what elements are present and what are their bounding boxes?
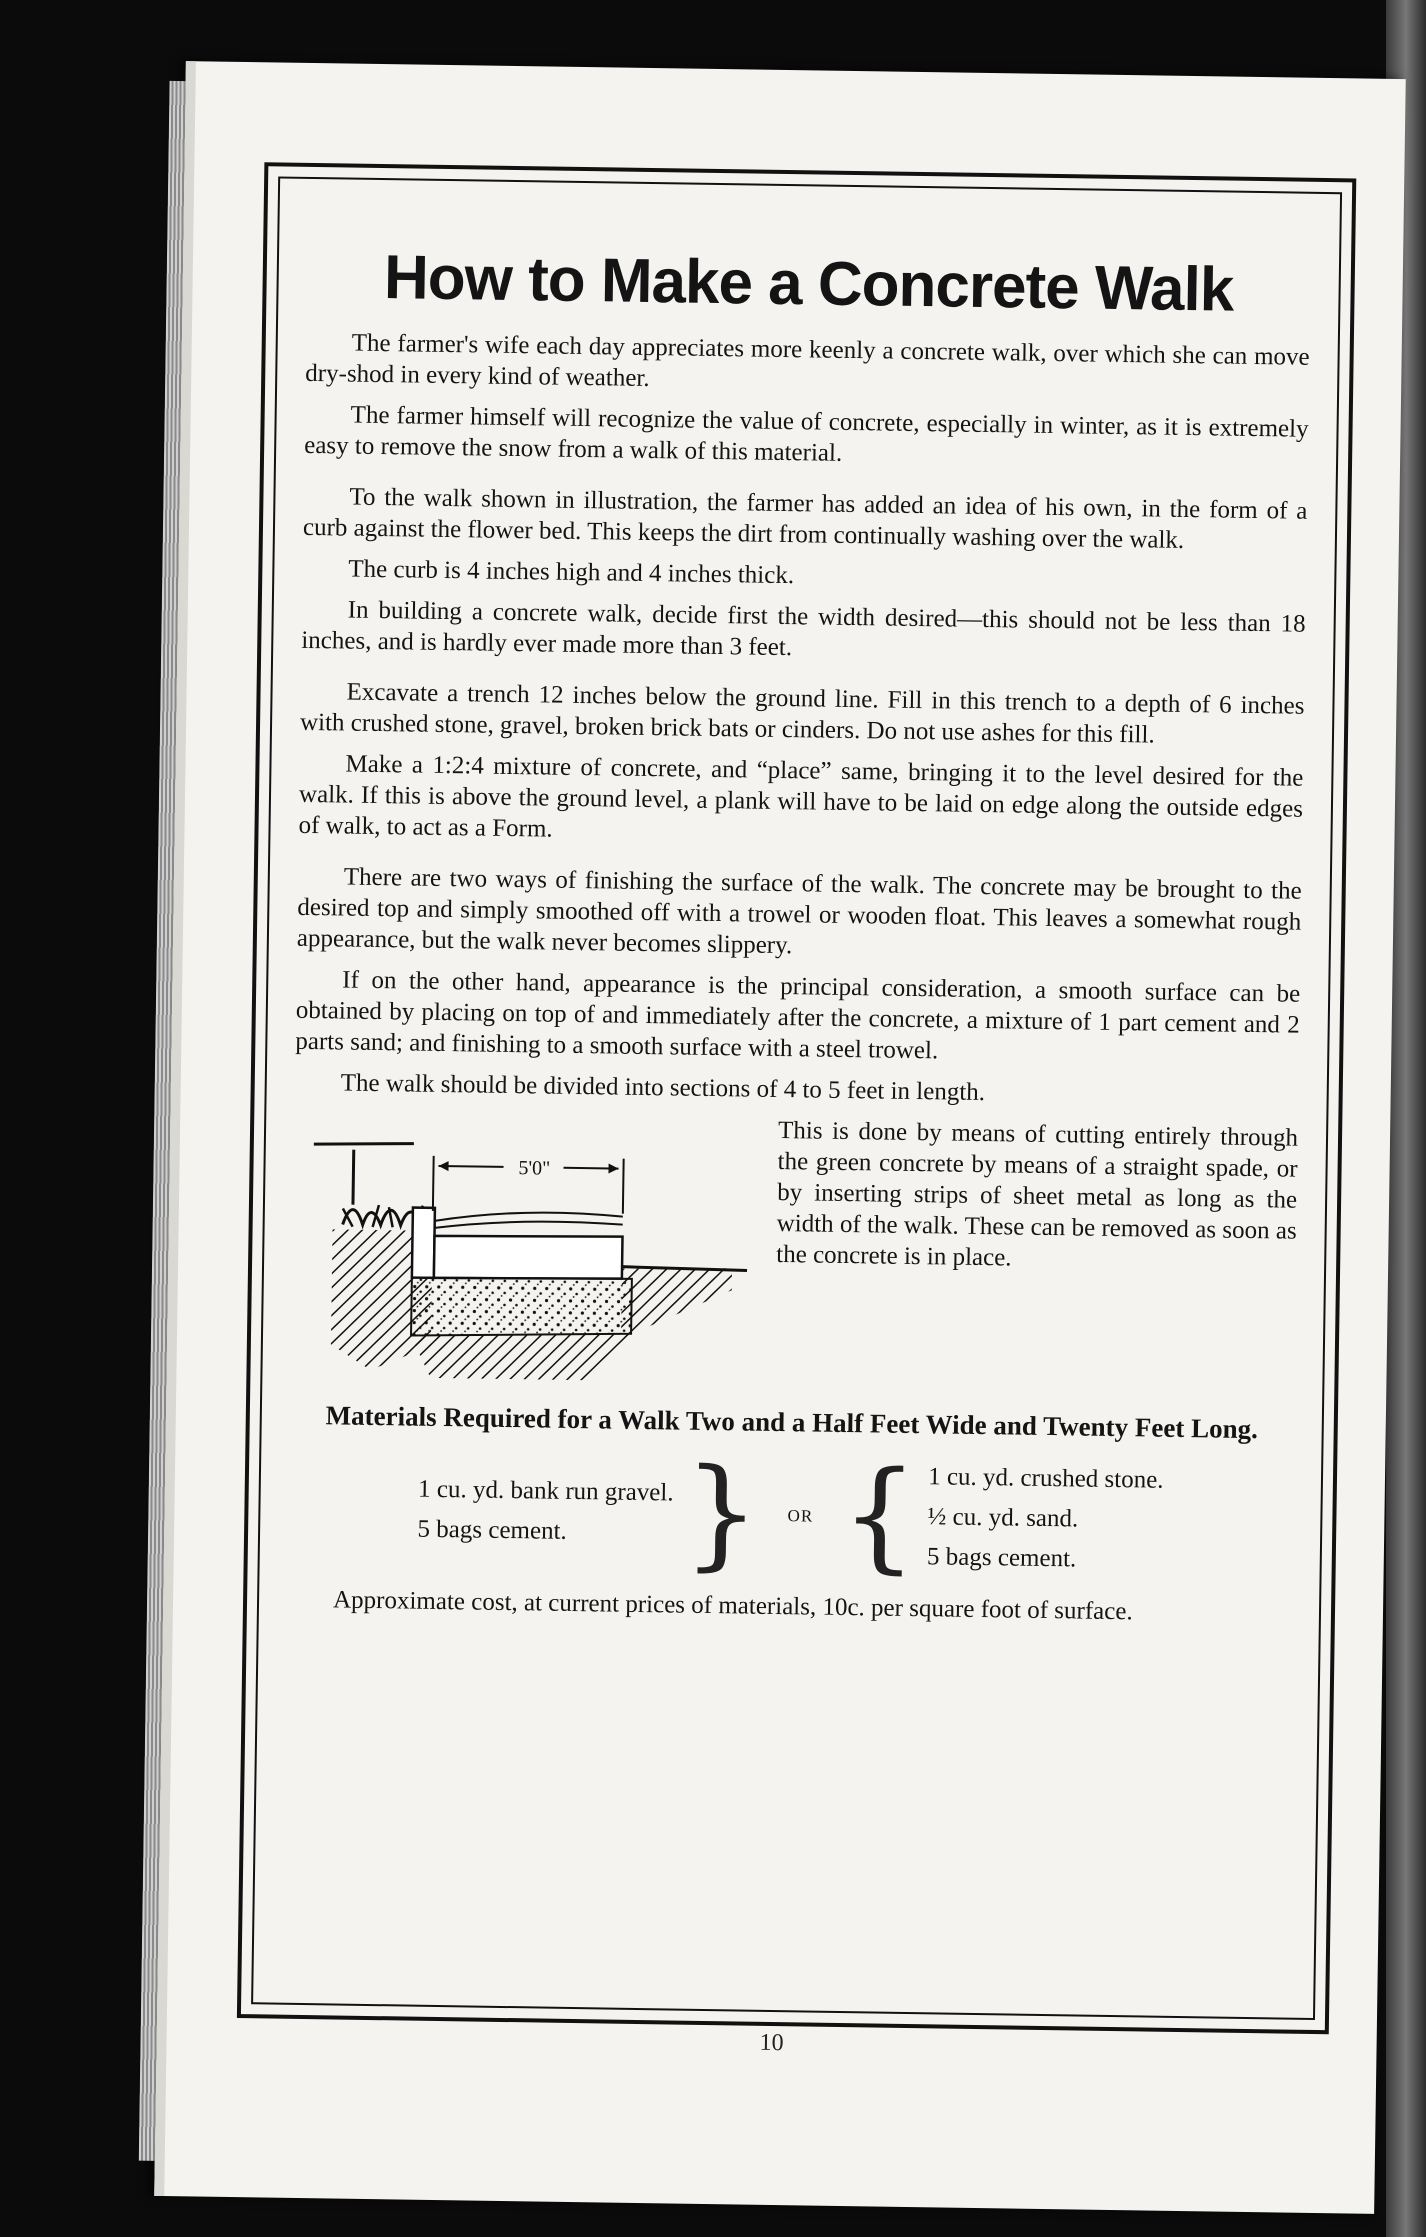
paragraph-8: There are two ways of finishing the surface of the walk. The concrete may be brought to the desired top and simply smoothed off with a trowel or wooden float. This leaves a somewhat rough appearance, but the walk never becomes slippery. [296, 863, 1302, 960]
page-number: 10 [759, 2029, 784, 2057]
page-content [282, 219, 1312, 1988]
book-page [154, 61, 1406, 2214]
paragraph-10: The walk should be divided into sections of 4 to 5 feet in length. [340, 1069, 986, 1107]
materials-left-item-2: 5 bags cement. [417, 1515, 567, 1545]
materials-heading: Materials Required for a Walk Two and a Half Feet Wide and Twenty Feet Long. [325, 1400, 1259, 1445]
paragraph-9: If on the other hand, appearance is the principal consideration, a smooth surface can be obtained by placing on top of and immediately after the concrete, a mixture of 1 part cement and 2 parts sand; and finishing to a smooth surface with a steel trowel. [295, 966, 1301, 1065]
page-border-frame [237, 162, 1356, 2034]
walk-cross-section-illustration [290, 1114, 764, 1389]
materials-left-item-1: 1 cu. yd. bank run gravel. [417, 1475, 674, 1507]
or-label: OR [787, 1505, 814, 1526]
page-stack-edges [139, 81, 186, 2161]
materials-right-item-3: 5 bags cement. [926, 1543, 1077, 1573]
dimension-label: 5'0" [518, 1157, 551, 1180]
cost-note: Approximate cost, at current prices of materials, 10c. per square foot of surface. [332, 1586, 1133, 1626]
materials-right-item-1: 1 cu. yd. crushed stone. [928, 1463, 1164, 1494]
materials-right-item-2: ½ cu. yd. sand. [927, 1503, 1079, 1533]
page-border-inner [251, 176, 1342, 2020]
illustration-section [290, 1108, 1298, 1397]
brace-right-glyph: } [682, 1443, 761, 1584]
brace-left-glyph: { [840, 1445, 919, 1587]
illustration-caption-text: This is done by means of cutting entirely through the green concrete by means of a straight spade, or by inserting strips of sheet metal as long as the width of the walk. These can be removed as soon as the concrete is in place. [776, 1116, 1299, 1272]
paragraph-2: The farmer himself will recognize the value of concrete, especially in winter, as it is extremely easy to remove the snow from a walk of this material. [304, 401, 1309, 467]
page-title: How to Make a Concrete Walk [383, 243, 1234, 325]
paragraph-3: To the walk shown in illustration, the farmer has added an idea of his own, in the form of a curb against the flower bed. This keeps the dirt from continually washing over the walk. [302, 483, 1308, 554]
paragraph-5: In building a concrete walk, decide first the width desired—this should not be less than 18 inches, and is hardly ever made more than 3 feet. [301, 596, 1306, 662]
materials-option-gravel [417, 1470, 674, 1554]
paragraph-4: The curb is 4 inches high and 4 inches thick. [348, 555, 795, 590]
paragraph-6: Excavate a trench 12 inches below the ground line. Fill in this trench to a depth of 6 inches with crushed stone, gravel, broken brick bats or cinders. Do not use ashes for this fill. [299, 678, 1305, 749]
materials-option-stone [927, 1457, 1164, 1580]
paragraph-1: The farmer's wife each day appreciates more keenly a concrete walk, over which she can move dry-shod in every kind of weather. [305, 329, 1310, 392]
materials-list [288, 1443, 1294, 1587]
paragraph-7: Make a 1:2:4 mixture of concrete, and “place” same, bringing it to the level desired for the walk. If this is above the ground level, a plank will have to be laid on edge along the outside edges of walk, to act as a Form. [298, 750, 1304, 843]
